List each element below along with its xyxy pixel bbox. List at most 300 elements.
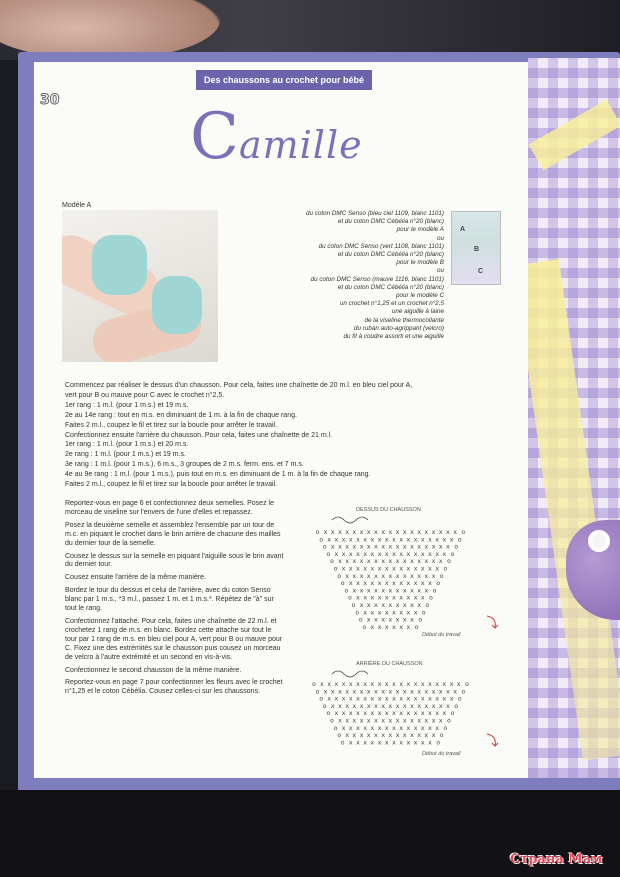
stitch-symbol: x bbox=[428, 723, 432, 732]
stitch-symbol: x bbox=[374, 601, 378, 609]
stitch-symbol: x bbox=[374, 716, 378, 725]
stitch-symbol: x bbox=[420, 680, 425, 688]
instruction-paragraph: Posez la deuxième semelle et assemblez l'ensemble par un tour de m.c. en piquant le crochet dans le brin arrière de chacune des mailles du dernier tour de la semelle. bbox=[65, 521, 281, 547]
stitch-symbol: x bbox=[402, 615, 407, 624]
instructions-top bbox=[65, 382, 510, 491]
material-item: du coton DMC Senso (mauve 1116, blanc 1101) bbox=[310, 275, 444, 283]
stitch-symbol: x bbox=[374, 701, 378, 710]
stitch-symbol: x bbox=[424, 586, 429, 595]
stitch-symbol: x bbox=[345, 701, 350, 710]
stitch-symbol: x bbox=[341, 694, 346, 703]
instruction-line: 3e rang : 1 m.l. (pour 1 m.s.), 6 m.s., 3 groupes de 2 m.s. ferm. ens. et 7 m.s. bbox=[65, 461, 304, 469]
stitch-symbol: x bbox=[370, 680, 375, 688]
stitch-symbol: x bbox=[424, 557, 429, 566]
stitch-symbol: x bbox=[417, 571, 422, 580]
stitch-symbol: x bbox=[420, 709, 425, 718]
chain-symbol: o bbox=[439, 731, 444, 740]
site-watermark: Страна Мам bbox=[510, 852, 603, 867]
stitch-symbol: x bbox=[366, 601, 371, 609]
models-thumbnail bbox=[451, 211, 501, 285]
stitch-symbol: x bbox=[384, 579, 389, 588]
stitch-symbol: x bbox=[352, 571, 357, 580]
stitch-symbol: x bbox=[345, 716, 350, 725]
stitch-symbol: x bbox=[388, 687, 393, 696]
stitch-symbol: x bbox=[345, 731, 350, 740]
stitch-symbol: x bbox=[356, 709, 360, 718]
stitch-symbol: x bbox=[438, 716, 443, 725]
stitch-symbol: x bbox=[410, 586, 414, 595]
chain-symbol: o bbox=[447, 716, 451, 725]
title-initial: C bbox=[190, 100, 239, 174]
stitch-symbol: x bbox=[381, 528, 386, 536]
stitch-symbol: x bbox=[399, 608, 404, 617]
stitch-symbol: x bbox=[410, 601, 414, 609]
instruction-line: Confectionnez ensuite l'arrière du chausson. Pour cela, faites une chaînette de 21 m.l. bbox=[65, 431, 333, 439]
stitch-symbol: x bbox=[424, 542, 429, 551]
chain-symbol: o bbox=[326, 709, 331, 718]
stitch-symbol: x bbox=[363, 694, 368, 703]
chain-symbol: o bbox=[333, 564, 338, 573]
material-item: pour le modèle B bbox=[396, 259, 444, 267]
stitch-symbol: x bbox=[334, 694, 339, 703]
stitch-symbol: x bbox=[381, 687, 386, 696]
stitch-symbol: x bbox=[356, 535, 360, 544]
instruction-line: 4e au 9e rang : 1 m.l. (pour 1 m.s.), puis tout en m.s. en diminuant de 1 m. à la fin de chaque rang. bbox=[65, 471, 371, 479]
stitch-symbol: x bbox=[428, 579, 432, 588]
stitch-symbol: x bbox=[388, 615, 393, 624]
stitch-symbol: x bbox=[413, 694, 418, 703]
chain-symbol: o bbox=[312, 680, 316, 688]
stitch-symbol: x bbox=[356, 694, 360, 703]
stitch-symbol: x bbox=[431, 716, 436, 725]
stitch-symbol: x bbox=[395, 542, 400, 551]
instruction-paragraph: Confectionnez l'attache. Pour cela, faites une chaînette de 22 m.l. et crochetez 1 rang de m.s. en blanc. Bordez cette attache sur tout le tour par 1 rang de m.s. en bleu ciel pour A, vert pour B ou mauve pour C. Fixez une des extrémités sur le chausson puis cousez un morceau de velcro à l'autre extrémité et un second en vis-à-vis. bbox=[65, 617, 283, 661]
thumb-label-a: A bbox=[460, 226, 466, 233]
material-item: un crochet n°1,25 et un crochet n°2,5 bbox=[339, 300, 444, 308]
stitch-symbol: x bbox=[420, 535, 425, 544]
stitch-symbol: x bbox=[381, 716, 386, 725]
stitch-symbol: x bbox=[370, 549, 375, 558]
stitch-symbol: x bbox=[359, 731, 364, 740]
instruction-paragraph: Cousez ensuite l'arrière de la même manière. bbox=[65, 574, 207, 582]
stitch-symbol: x bbox=[413, 535, 418, 544]
stitch-symbol: x bbox=[366, 586, 371, 595]
instruction-paragraph: Reportez-vous en page 6 et confectionnez deux semelles. Posez le morceau de viseline sur l'envers de l'une d'elles et repassez. bbox=[65, 500, 274, 516]
stitch-symbol: x bbox=[413, 709, 418, 718]
stitch-symbol: x bbox=[449, 680, 454, 688]
material-item: ou bbox=[436, 234, 444, 242]
material-item: une aiguille à laine bbox=[391, 308, 444, 316]
stitch-symbol: x bbox=[377, 593, 382, 602]
instructions-column bbox=[65, 500, 285, 701]
stitch-symbol: x bbox=[442, 549, 447, 558]
stitch-symbol: x bbox=[395, 701, 400, 710]
stitch-symbol: x bbox=[428, 694, 432, 703]
stitch-symbol: x bbox=[449, 694, 454, 703]
stitch-symbol: x bbox=[384, 564, 389, 573]
stitch-symbol: x bbox=[320, 680, 324, 688]
stitch-symbol: x bbox=[363, 723, 368, 732]
stitch-symbol: x bbox=[356, 738, 360, 747]
stitch-symbol: x bbox=[395, 615, 400, 624]
bootie bbox=[152, 276, 202, 334]
stitch-symbol: x bbox=[366, 716, 371, 725]
stitch-symbol: x bbox=[370, 608, 375, 617]
stitch-symbol: x bbox=[402, 601, 407, 609]
stitch-symbol: x bbox=[327, 680, 332, 688]
materials-list bbox=[250, 210, 444, 341]
stitch-symbol: x bbox=[341, 535, 346, 544]
stitch-symbol: x bbox=[370, 564, 375, 573]
stitch-symbol: x bbox=[327, 535, 332, 544]
stitch-symbol: x bbox=[330, 542, 335, 551]
stitch-symbol: x bbox=[399, 709, 404, 718]
stitch-symbol: x bbox=[341, 564, 346, 573]
stitch-symbol: x bbox=[381, 601, 386, 609]
stitch-symbol: x bbox=[399, 593, 404, 602]
stitch-symbol: x bbox=[384, 694, 389, 703]
stitch-symbol: x bbox=[428, 738, 432, 747]
stitch-symbol: x bbox=[348, 579, 353, 588]
stitch-symbol: x bbox=[374, 542, 378, 551]
stitch-symbol: x bbox=[341, 723, 346, 732]
stitch-symbol: x bbox=[359, 601, 364, 609]
stitch-symbol: x bbox=[435, 535, 440, 544]
instruction-line: Commencez par réaliser le dessus d'un chausson. Pour cela, faites une chaînette de 20 m.l. en bleu ciel pour A, bbox=[65, 382, 413, 389]
material-item: et du coton DMC Cébélia n°20 (blanc) bbox=[337, 283, 444, 291]
stitch-symbol: x bbox=[363, 709, 368, 718]
stitch-symbol: x bbox=[356, 579, 360, 588]
stitch-symbol: x bbox=[442, 694, 447, 703]
stitch-symbol: x bbox=[395, 716, 400, 725]
stitch-symbol: x bbox=[388, 716, 393, 725]
stitch-symbol: x bbox=[392, 549, 396, 558]
stitch-symbol: x bbox=[352, 542, 357, 551]
stitch-symbol: x bbox=[370, 709, 375, 718]
stitch-symbol: x bbox=[406, 680, 411, 688]
chain-symbol: o bbox=[457, 694, 462, 703]
stitch-symbol: x bbox=[388, 557, 393, 566]
stitch-symbol: x bbox=[330, 687, 335, 696]
stitch-symbol: x bbox=[435, 680, 440, 688]
stitch-symbol: x bbox=[388, 571, 393, 580]
stitch-symbol: x bbox=[413, 579, 418, 588]
stitch-symbol: x bbox=[348, 738, 353, 747]
chain-symbol: o bbox=[322, 701, 327, 710]
stitch-symbol: x bbox=[417, 716, 422, 725]
stitch-symbol: x bbox=[424, 528, 429, 536]
stitch-symbol: x bbox=[359, 586, 364, 595]
stitch-diagram-top bbox=[292, 512, 512, 632]
stitch-symbol: x bbox=[359, 557, 364, 566]
stitch-symbol: x bbox=[338, 687, 342, 696]
stitch-symbol: x bbox=[410, 528, 414, 536]
stitch-symbol: x bbox=[399, 535, 404, 544]
stitch-symbol: x bbox=[384, 535, 389, 544]
stitch-symbol: x bbox=[392, 564, 396, 573]
stitch-symbol: x bbox=[356, 564, 360, 573]
stitch-symbol: x bbox=[413, 608, 418, 617]
stitch-symbol: x bbox=[399, 549, 404, 558]
stitch-symbol: x bbox=[431, 731, 436, 740]
stitch-symbol: x bbox=[428, 549, 432, 558]
stitch-symbol: x bbox=[338, 557, 342, 566]
stitch-symbol: x bbox=[356, 593, 360, 602]
instruction-paragraph: Confectionnez le second chausson de la même manière. bbox=[65, 666, 242, 674]
stitch-symbol: x bbox=[384, 549, 389, 558]
stitch-symbol: x bbox=[359, 542, 364, 551]
stitch-symbol: x bbox=[428, 564, 432, 573]
stitch-symbol: x bbox=[330, 528, 335, 536]
stitch-symbol: x bbox=[410, 542, 414, 551]
stitch-symbol: x bbox=[363, 738, 368, 747]
chain-symbol: o bbox=[319, 535, 324, 544]
stitch-symbol: x bbox=[442, 709, 447, 718]
stitch-symbol: x bbox=[352, 731, 357, 740]
stitch-symbol: x bbox=[431, 528, 436, 536]
stitch-symbol: x bbox=[392, 694, 396, 703]
stitch-symbol: x bbox=[406, 738, 411, 747]
stitch-symbol: x bbox=[402, 687, 407, 696]
stitch-symbol: x bbox=[374, 528, 378, 536]
stitch-symbol: x bbox=[374, 586, 378, 595]
stitch-symbol: x bbox=[431, 701, 436, 710]
chain-symbol: o bbox=[454, 701, 459, 710]
stitch-symbol: x bbox=[323, 687, 328, 696]
flower-decoration bbox=[588, 530, 610, 552]
chain-symbol: o bbox=[439, 571, 444, 580]
stitch-symbol: x bbox=[410, 571, 414, 580]
chain-symbol: o bbox=[465, 680, 469, 688]
stitch-symbol: x bbox=[406, 694, 411, 703]
stitch-symbol: x bbox=[377, 738, 382, 747]
stitch-symbol: x bbox=[363, 535, 368, 544]
chain-symbol: o bbox=[418, 615, 423, 624]
chain-symbol: o bbox=[348, 593, 352, 602]
stitch-symbol: x bbox=[388, 731, 393, 740]
stitch-symbol: x bbox=[377, 709, 382, 718]
stitch-symbol: x bbox=[392, 608, 396, 617]
stitch-symbol: x bbox=[352, 586, 357, 595]
stitch-symbol: x bbox=[402, 716, 407, 725]
stitch-symbol: x bbox=[399, 723, 404, 732]
stitch-symbol: x bbox=[402, 571, 407, 580]
stitch-symbol: x bbox=[341, 680, 346, 688]
stitch-symbol: x bbox=[356, 723, 360, 732]
stitch-symbol: x bbox=[424, 731, 429, 740]
chain-symbol: o bbox=[436, 738, 441, 747]
stitch-symbol: x bbox=[388, 601, 393, 609]
instruction-line: 2e au 14e rang : tout en m.s. en diminuant de 1 m. à la fin de chaque rang. bbox=[65, 411, 297, 419]
instruction-line: Faites 2 m.l., coupez le fil et tirez sur la boucle pour arrêter le travail. bbox=[65, 481, 278, 489]
stitch-symbol: x bbox=[374, 557, 378, 566]
stitch-symbol: x bbox=[406, 535, 411, 544]
stitch-symbol: x bbox=[370, 622, 375, 631]
chain-symbol: o bbox=[447, 557, 451, 566]
stitch-symbol: x bbox=[338, 528, 342, 536]
stitch-symbol: x bbox=[388, 701, 393, 710]
stitch-symbol: x bbox=[435, 564, 440, 573]
thumb-label-c: C bbox=[478, 268, 484, 275]
stitch-symbol: x bbox=[334, 709, 339, 718]
stitch-symbol: x bbox=[402, 586, 407, 595]
stitch-symbol: x bbox=[359, 687, 364, 696]
stitch-symbol: x bbox=[388, 586, 393, 595]
stitch-symbol: x bbox=[377, 608, 382, 617]
stitch-symbol: x bbox=[410, 557, 414, 566]
model-label: Modèle A bbox=[62, 202, 92, 209]
instruction-line: 1er rang : 1 m.l. (pour 1 m.s.) et 20 m.s. bbox=[65, 441, 189, 449]
stitch-symbol: x bbox=[406, 593, 411, 602]
stitch-symbol: x bbox=[395, 557, 400, 566]
stitch-symbol: x bbox=[417, 542, 422, 551]
chain-symbol: o bbox=[333, 723, 338, 732]
stitch-symbol: x bbox=[402, 731, 407, 740]
yarn-line bbox=[332, 517, 368, 523]
stitch-symbol: x bbox=[431, 542, 436, 551]
stitch-symbol: x bbox=[420, 694, 425, 703]
stitch-symbol: x bbox=[413, 593, 418, 602]
stitch-symbol: x bbox=[366, 542, 371, 551]
chain-symbol: o bbox=[358, 615, 363, 624]
stitch-symbol: x bbox=[384, 738, 389, 747]
stitch-symbol: x bbox=[338, 542, 342, 551]
stitch-symbol: x bbox=[381, 701, 386, 710]
stitch-symbol: x bbox=[359, 701, 364, 710]
stitch-symbol: x bbox=[388, 542, 393, 551]
stitch-symbol: x bbox=[363, 608, 368, 617]
stitch-symbol: x bbox=[406, 564, 411, 573]
stitch-symbol: x bbox=[366, 557, 371, 566]
stitch-symbol: x bbox=[424, 701, 429, 710]
stitch-symbol: x bbox=[352, 716, 357, 725]
stitch-symbol: x bbox=[392, 738, 396, 747]
stitch-symbol: x bbox=[381, 571, 386, 580]
stitch-symbol: x bbox=[402, 542, 407, 551]
stitch-symbol: x bbox=[363, 680, 368, 688]
chain-symbol: o bbox=[450, 709, 455, 718]
stitch-symbol: x bbox=[377, 680, 382, 688]
material-item: du ruban auto-agrippant (velcro) bbox=[354, 324, 444, 332]
stitch-symbol: x bbox=[392, 680, 396, 688]
stitch-symbol: x bbox=[341, 549, 346, 558]
chain-symbol: o bbox=[432, 586, 437, 595]
stitch-symbol: x bbox=[435, 709, 440, 718]
material-item: de la viseline thermocollante bbox=[364, 316, 444, 324]
stitch-symbol: x bbox=[377, 564, 382, 573]
chain-symbol: o bbox=[319, 694, 324, 703]
stitch-symbol: x bbox=[348, 709, 353, 718]
stitch-symbol: x bbox=[388, 528, 393, 536]
stitch-symbol: x bbox=[402, 528, 407, 536]
chain-symbol: o bbox=[322, 542, 327, 551]
stitch-symbol: x bbox=[413, 549, 418, 558]
stitch-symbol: x bbox=[420, 738, 425, 747]
stitch-symbol: x bbox=[356, 680, 360, 688]
stitch-symbol: x bbox=[420, 579, 425, 588]
stitch-symbol: x bbox=[438, 542, 443, 551]
stitch-symbol: x bbox=[417, 601, 422, 609]
stitch-symbol: x bbox=[395, 586, 400, 595]
stitch-symbol: x bbox=[420, 593, 425, 602]
diagram-start-back: Début du travail bbox=[422, 751, 461, 757]
stitch-symbol: x bbox=[417, 701, 422, 710]
stitch-symbol: x bbox=[435, 723, 440, 732]
stitch-symbol: x bbox=[410, 701, 414, 710]
stitch-symbol: x bbox=[348, 723, 353, 732]
stitch-symbol: x bbox=[431, 557, 436, 566]
stitch-symbol: x bbox=[345, 528, 350, 536]
stitch-symbol: x bbox=[345, 571, 350, 580]
stitch-symbol: x bbox=[366, 615, 371, 624]
stitch-symbol: x bbox=[381, 542, 386, 551]
diagram-label-top: DESSUS DU CHAUSSON bbox=[356, 507, 421, 513]
stitch-symbol: x bbox=[395, 571, 400, 580]
stitch-symbol: x bbox=[438, 701, 443, 710]
pattern-title bbox=[190, 100, 363, 174]
stitch-symbol: x bbox=[366, 701, 371, 710]
chain-symbol: o bbox=[457, 535, 462, 544]
stitch-symbol: x bbox=[359, 571, 364, 580]
stitch-symbol: x bbox=[449, 535, 454, 544]
stitch-symbol: x bbox=[431, 571, 436, 580]
stitch-symbol: x bbox=[384, 593, 389, 602]
stitch-symbol: x bbox=[348, 694, 353, 703]
stitch-symbol: x bbox=[366, 687, 371, 696]
chain-symbol: o bbox=[461, 687, 466, 696]
stitch-symbol: x bbox=[428, 709, 432, 718]
stitch-symbol: x bbox=[428, 535, 432, 544]
stitch-symbol: x bbox=[377, 694, 382, 703]
stitch-symbol: x bbox=[438, 557, 443, 566]
stitch-symbol: x bbox=[410, 731, 414, 740]
chain-symbol: o bbox=[340, 579, 345, 588]
chain-symbol: o bbox=[330, 716, 334, 725]
stitch-symbol: x bbox=[338, 701, 342, 710]
stitch-symbol: x bbox=[417, 557, 422, 566]
stitch-symbol: x bbox=[392, 622, 396, 631]
stitch-symbol: x bbox=[410, 687, 414, 696]
stitch-symbol: x bbox=[406, 608, 411, 617]
stitch-symbol: x bbox=[352, 557, 357, 566]
title-rest: amille bbox=[238, 123, 363, 167]
chain-symbol: o bbox=[436, 579, 441, 588]
instruction-paragraph: Reportez-vous en page 7 pour confectionner les fleurs avec le crochet n°1,25 et le coton Cébélia. Cousez celles-ci sur les chaussons. bbox=[65, 679, 283, 696]
material-item: du coton DMC Senso (bleu ciel 1109, blanc 1101) bbox=[305, 210, 444, 217]
stitch-symbol: x bbox=[420, 723, 425, 732]
material-item: et du coton DMC Cébélia n°20 (blanc) bbox=[337, 251, 444, 259]
material-item: pour le modèle A bbox=[396, 226, 444, 234]
stitch-symbol: x bbox=[424, 687, 429, 696]
stitch-symbol: x bbox=[366, 571, 371, 580]
stitch-symbol: x bbox=[363, 593, 368, 602]
stitch-symbol: x bbox=[377, 579, 382, 588]
stitch-symbol: x bbox=[381, 731, 386, 740]
stitch-symbol: x bbox=[399, 579, 404, 588]
stitch-symbol: x bbox=[370, 723, 375, 732]
start-arrow-icon bbox=[487, 616, 498, 628]
stitch-symbol: x bbox=[406, 579, 411, 588]
stitch-symbol: x bbox=[417, 687, 422, 696]
instruction-line: Faites 2 m.l., coupez le fil et tirez sur la boucle pour arrêter le travail. bbox=[65, 421, 278, 429]
stitch-symbol: x bbox=[348, 549, 353, 558]
bootie bbox=[92, 235, 147, 295]
stitch-symbol: x bbox=[395, 601, 400, 609]
stitch-symbol: x bbox=[406, 549, 411, 558]
model-photo bbox=[62, 210, 218, 362]
stitch-symbol: x bbox=[402, 701, 407, 710]
stitch-symbol: x bbox=[384, 723, 389, 732]
